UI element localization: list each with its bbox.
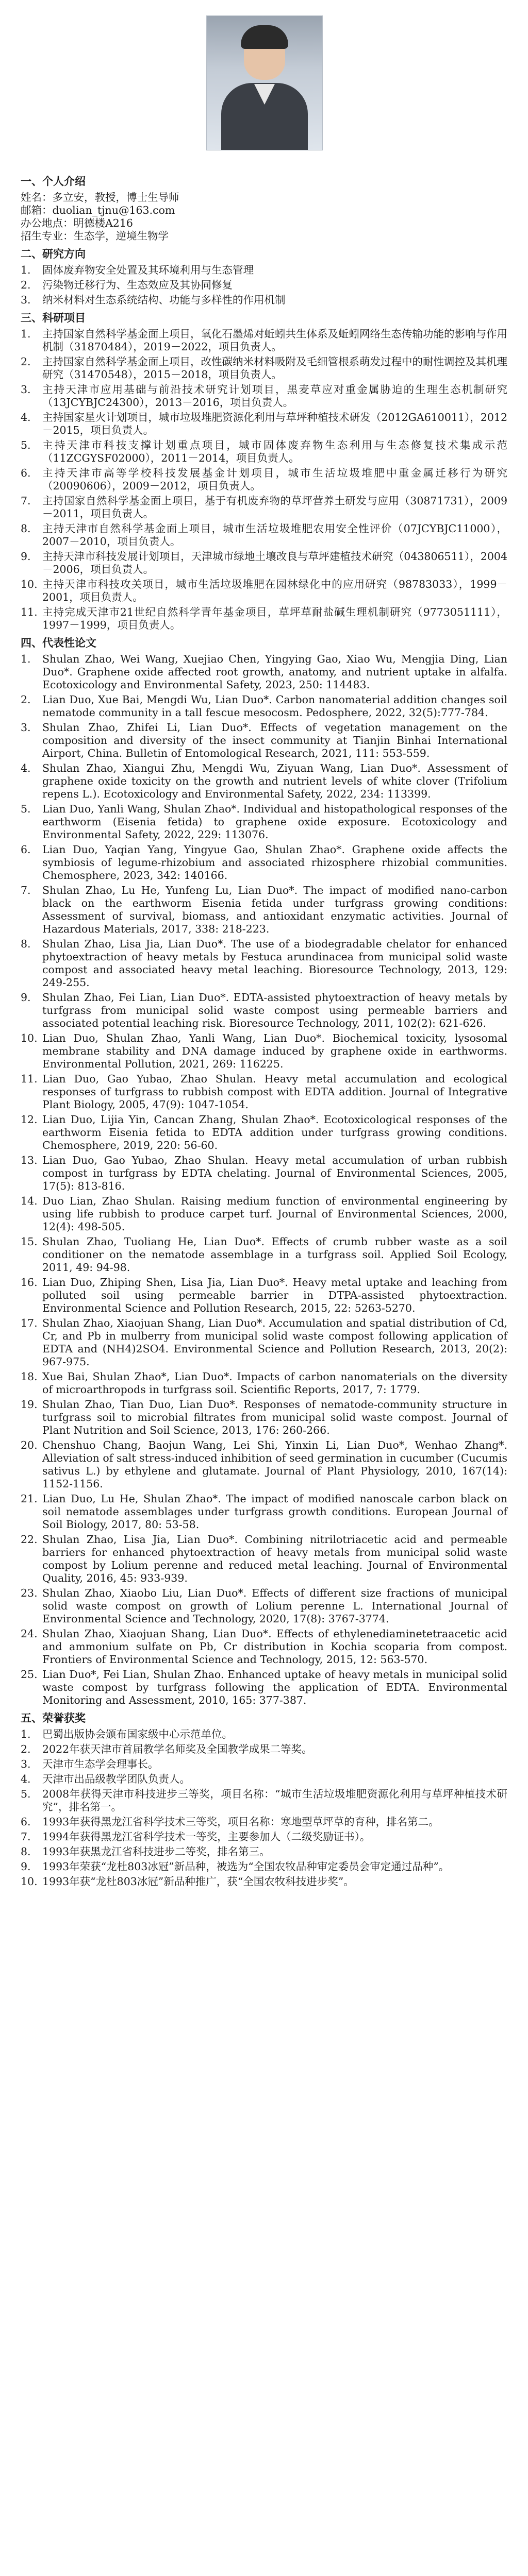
- paper-item-number: 4.: [21, 762, 31, 774]
- paper-item: [21, 1276, 507, 1315]
- award-item-number: 7.: [21, 1831, 31, 1843]
- award-item-number: 10.: [21, 1875, 38, 1888]
- paper-item: [21, 1493, 507, 1531]
- paper-item-number: 7.: [21, 884, 31, 896]
- projects-heading: 三、科研项目: [21, 312, 86, 324]
- paper-item-number: 8.: [21, 938, 31, 950]
- paper-item-text: Chenshuo Chang, Baojun Wang, Lei Shi, Yinxin Li, Lian Duo*, Wenhao Zhang*. Alleviation of salt stress-induced inhibition of seed germination in cucumber (Cucumis sativus L.) by ethylene and glutamate. Journal of Plant Physiology, 2010, 167(14): 1152-1156.: [42, 1439, 507, 1490]
- research-item: [21, 264, 507, 277]
- award-item-number: 6.: [21, 1816, 31, 1828]
- paper-item: [21, 1533, 507, 1585]
- project-item-number: 2.: [21, 355, 31, 368]
- project-item-number: 4.: [21, 411, 31, 423]
- paper-item-text: Lian Duo*, Fei Lian, Shulan Zhao. Enhanced uptake of heavy metals in municipal solid waste compost by turfgrass following the application of EDTA. Environmental Monitoring and Assessment, 2010, 165: 377-387.: [42, 1668, 507, 1706]
- project-item: [21, 355, 507, 381]
- award-item-text: 1994年获得黑龙江省科学技术一等奖，主要参加人（二级奖励证书）。: [42, 1831, 371, 1843]
- paper-item-number: 15.: [21, 1235, 38, 1248]
- paper-item-text: Duo Lian, Zhao Shulan. Raising medium function of environmental engineering by using life rubbish to produce carpet turf. Journal of Environmental Sciences, 2000, 12(4): 498-505.: [42, 1195, 507, 1233]
- paper-item: [21, 721, 507, 760]
- project-item-number: 8.: [21, 522, 31, 535]
- paper-item-text: Shulan Zhao, Lisa Jia, Lian Duo*. Combining nitrilotriacetic acid and permeable barriers for enhanced phytoextraction of heavy metals from municipal solid waste compost by Lolium perenne and reduced metal leaching. Journal of Environmental Quality, 2016, 45: 933-939.: [42, 1533, 507, 1584]
- award-item: [21, 1816, 507, 1828]
- profile-photo: [206, 15, 323, 150]
- project-item-text: 主持国家自然科学基金面上项目，基于有机废弃物的草坪营养土研发与应用（30871731），2009－2011，项目负责人。: [42, 495, 507, 520]
- award-item-text: 2008年获得天津市科技进步三等奖，项目名称：“城市生活垃圾堆肥资源化利用与草坪种植技术研究”，排名第一。: [42, 1788, 507, 1813]
- project-item-text: 主持天津市应用基础与前沿技术研究计划项目，黑麦草应对重金属胁迫的生理生态机制研究（13JCYBJC24300），2013－2016，项目负责人。: [42, 383, 507, 409]
- award-item-text: 天津市出品级教学团队负责人。: [42, 1773, 190, 1785]
- paper-item: [21, 1073, 507, 1111]
- paper-item-text: Shulan Zhao, Xiaojuan Shang, Lian Duo*. Accumulation and spatial distribution of Cd, Cr, and Pb in mulberry from municipal solid waste compost following application of EDTA and (NH4)2SO4. Environmental Science and Pollution Research, 2013, 20(2): 967-975.: [42, 1317, 507, 1368]
- award-item: [21, 1788, 507, 1814]
- paper-item-number: 3.: [21, 721, 31, 734]
- paper-item-text: Lian Duo, Xue Bai, Mengdi Wu, Lian Duo*. Carbon nanomaterial addition changes soil nematode community in a tall fescue mesocosm. Pedosphere, 2022, 32(5):777-784.: [42, 693, 507, 719]
- award-item-text: 2022年获天津市首届教学名师奖及全国教学成果二等奖。: [42, 1743, 312, 1755]
- paper-item-text: Shulan Zhao, Tuoliang He, Lian Duo*. Effects of crumb rubber waste as a soil conditioner on the nematode assemblage in a turfgrass soil. Applied Soil Ecology, 2011, 49: 94-98.: [42, 1235, 507, 1274]
- project-item: [21, 383, 507, 409]
- award-item: [21, 1860, 507, 1873]
- paper-item-text: Shulan Zhao, Xiaobo Liu, Lian Duo*. Effects of different size fractions of municipal solid waste compost on growth of Lolium perenne L. International Journal of Environmental Science and Technology, 2020, 17(8): 3767-3774.: [42, 1587, 507, 1625]
- project-item: [21, 606, 507, 632]
- paper-item-text: Shulan Zhao, Zhifei Li, Lian Duo*. Effects of vegetation management on the composition and diversity of the insect community at Tianjin Binhai International Airport, China. Bulletin of Entomological Research, 2021, 111: 553-559.: [42, 721, 507, 759]
- research-item-text: 固体废弃物安全处置及其环境利用与生态管理: [42, 264, 254, 276]
- paper-item-number: 12.: [21, 1113, 38, 1126]
- award-item-text: 1993年荣获“龙杜803冰冠”新品种，被选为“全国农牧品种审定委员会审定通过品种”。: [42, 1860, 450, 1873]
- personal-info-line: 邮箱：duolian_tjnu@163.com: [21, 204, 175, 216]
- project-item-text: 主持国家自然科学基金面上项目，改性碳纳米材料吸附及毛细管根系萌发过程中的耐性调控及其机理研究（31470548），2015－2018，项目负责人。: [42, 355, 507, 381]
- award-item: [21, 1743, 507, 1756]
- paper-item: [21, 1032, 507, 1071]
- paper-item: [21, 991, 507, 1030]
- awards-heading: 五、荣誉获奖: [21, 1712, 86, 1724]
- award-item-text: 1993年获得黑龙江省科学技术三等奖，项目名称：寒地型草坪草的育种，排名第二。: [42, 1816, 439, 1828]
- paper-item-number: 13.: [21, 1154, 38, 1166]
- project-item-text: 主持天津市高等学校科技发展基金计划项目，城市生活垃圾堆肥中重金属迁移行为研究（20090606），2009－2012，项目负责人。: [42, 467, 507, 492]
- paper-item-number: 5.: [21, 803, 31, 815]
- research-item: [21, 294, 507, 307]
- paper-item-text: Shulan Zhao, Tian Duo, Lian Duo*. Responses of nematode-community structure in turfgrass soil to microbial filtrates from municipal solid waste compost. Journal of Plant Nutrition and Soil Science, 2013, 176: 260-266.: [42, 1398, 507, 1436]
- award-item: [21, 1845, 507, 1858]
- paper-item: [21, 884, 507, 936]
- award-item-number: 5.: [21, 1788, 31, 1800]
- paper-item: [21, 938, 507, 989]
- paper-item: [21, 1154, 507, 1193]
- paper-item: [21, 1439, 507, 1490]
- project-item-number: 5.: [21, 439, 31, 451]
- paper-item-text: Shulan Zhao, Lisa Jia, Lian Duo*. The use of a biodegradable chelator for enhanced phytoextraction of heavy metals by Festuca arundinacea from municipal solid waste compost and associated heavy metal leaching. Bioresource Technology, 2013, 129: 249-255.: [42, 938, 507, 989]
- project-item-text: 主持国家自然科学基金面上项目，氧化石墨烯对蚯蚓共生体系及蚯蚓网络生态传输功能的影响与作用机制（31870484），2019－2022，项目负责人。: [42, 328, 507, 353]
- project-item-number: 6.: [21, 467, 31, 479]
- paper-item: [21, 1370, 507, 1396]
- personal-heading: 一、个人介绍: [21, 175, 86, 188]
- projects-list: [21, 328, 507, 632]
- paper-item: [21, 1235, 507, 1274]
- paper-item-number: 19.: [21, 1398, 38, 1411]
- research-item-number: 2.: [21, 279, 31, 291]
- project-item: [21, 439, 507, 465]
- award-item-number: 9.: [21, 1860, 31, 1873]
- paper-item: [21, 1628, 507, 1666]
- paper-item: [21, 1587, 507, 1625]
- paper-item: [21, 843, 507, 882]
- project-item: [21, 522, 507, 548]
- paper-item: [21, 803, 507, 841]
- project-item: [21, 495, 507, 520]
- project-item-number: 7.: [21, 495, 31, 507]
- project-item-text: 主持天津市自然科学基金面上项目，城市生活垃圾堆肥农用安全性评价（07JCYBJC11000），2007－2010，项目负责人。: [42, 522, 507, 548]
- project-item-number: 9.: [21, 550, 31, 563]
- paper-item-text: Xue Bai, Shulan Zhao*, Lian Duo*. Impacts of carbon nanomaterials on the diversity of microarthropods in turfgrass soil. Scientific Reports, 2017, 7: 1779.: [42, 1370, 507, 1396]
- project-item: [21, 328, 507, 353]
- paper-item-number: 11.: [21, 1073, 38, 1085]
- project-item: [21, 411, 507, 437]
- award-item-number: 2.: [21, 1743, 31, 1755]
- personal-info: [21, 191, 507, 243]
- award-item: [21, 1875, 507, 1888]
- project-item-text: 主持完成天津市21世纪自然科学青年基金项目，草坪草耐盐碱生理机制研究（9773051111），1997－1999，项目负责人。: [42, 606, 507, 631]
- project-item-text: 主持国家星火计划项目，城市垃圾堆肥资源化利用与草坪种植技术研发（2012GA610011），2012－2015，项目负责人。: [42, 411, 507, 436]
- award-item-number: 1.: [21, 1728, 31, 1740]
- paper-item: [21, 653, 507, 691]
- personal-info-line: 招生专业：生态学，逆境生物学: [21, 230, 169, 242]
- paper-item-text: Lian Duo, Gao Yubao, Zhao Shulan. Heavy metal accumulation and ecological responses of turfgrass to rubbish compost with EDTA addition. Journal of Integrative Plant Biology, 2005, 47(9): 1047-1054.: [42, 1073, 507, 1111]
- paper-item-number: 18.: [21, 1370, 38, 1383]
- research-item-number: 1.: [21, 264, 31, 276]
- paper-item-text: Lian Duo, Gao Yubao, Zhao Shulan. Heavy metal accumulation of urban rubbish compost in turfgrass by EDTA chelating. Journal of Environmental Sciences, 2005, 17(5): 813-816.: [42, 1154, 507, 1192]
- paper-item-number: 17.: [21, 1317, 38, 1329]
- personal-info-line: 办公地点：明德楼A216: [21, 217, 133, 229]
- research-item-text: 污染物迁移行为、生态效应及其协同修复: [42, 279, 233, 291]
- paper-item-number: 2.: [21, 693, 31, 706]
- award-item-number: 8.: [21, 1845, 31, 1858]
- paper-item: [21, 1398, 507, 1437]
- project-item-number: 1.: [21, 328, 31, 340]
- paper-item-text: Lian Duo, Yanli Wang, Shulan Zhao*. Individual and histopathological responses of the earthworm (Eisenia fetida) to graphene oxide exposure. Ecotoxicology and Environmental Safety, 2022, 229: 113076.: [42, 803, 507, 841]
- award-item-text: 巴蜀出版协会颁布国家级中心示范单位。: [42, 1728, 233, 1740]
- paper-item-number: 20.: [21, 1439, 38, 1451]
- paper-item-number: 16.: [21, 1276, 38, 1289]
- research-list: [21, 264, 507, 307]
- project-item-text: 主持天津市科技支撑计划重点项目，城市固体废弃物生态利用与生态修复技术集成示范（11ZCGYSF02000），2011－2014，项目负责人。: [42, 439, 507, 464]
- paper-item-number: 9.: [21, 991, 31, 1004]
- paper-item-text: Lian Duo, Yaqian Yang, Yingyue Gao, Shulan Zhao*. Graphene oxide affects the symbiosis of legume-rhizobium and associated rhizosphere rhizobial communities. Chemosphere, 2023, 342: 140166.: [42, 843, 507, 882]
- paper-item: [21, 693, 507, 719]
- paper-item: [21, 1195, 507, 1233]
- paper-item: [21, 1113, 507, 1152]
- personal-info-line: 姓名：多立安，教授，博士生导师: [21, 191, 179, 204]
- paper-item-text: Lian Duo, Lu He, Shulan Zhao*. The impact of modified nanoscale carbon black on soil nematode assemblages under turfgrass growth conditions. European Journal of Soil Biology, 2017, 80: 53-58.: [42, 1493, 507, 1531]
- paper-item-number: 22.: [21, 1533, 38, 1546]
- paper-item-number: 25.: [21, 1668, 38, 1681]
- award-item-text: 1993年获黑龙江省科技进步二等奖，排名第三。: [42, 1845, 270, 1858]
- paper-item-text: Shulan Zhao, Lu He, Yunfeng Lu, Lian Duo*. The impact of modified nano-carbon black on the earthworm Eisenia fetida under turfgrass growing conditions: Assessment of survival, biomass, and antioxidant enzymatic activities. Journal of Hazardous Materials, 2017, 338: 218-223.: [42, 884, 507, 935]
- project-item-text: 主持天津市科技发展计划项目，天津城市绿地土壤改良与草坪建植技术研究（043806511），2004－2006，项目负责人。: [42, 550, 507, 575]
- award-item-number: 3.: [21, 1758, 31, 1770]
- paper-item: [21, 762, 507, 801]
- paper-item-text: Shulan Zhao, Fei Lian, Lian Duo*. EDTA-assisted phytoextraction of heavy metals by turfgrass from municipal solid waste compost using permeable barriers and associated potential leaching risk. Bioresource Technology, 2011, 102(2): 621-626.: [42, 991, 507, 1029]
- research-heading: 二、研究方向: [21, 248, 86, 260]
- award-item: [21, 1773, 507, 1786]
- paper-item-number: 23.: [21, 1587, 38, 1599]
- paper-item-text: Shulan Zhao, Xiaojuan Shang, Lian Duo*. Effects of ethylenediaminetetraacetic acid and ammonium sulfate on Pb, Cr distribution in Kochia scoparia from compost. Frontiers of Environmental Science and Technology, 2015, 12: 563-570.: [42, 1628, 507, 1666]
- project-item-number: 3.: [21, 383, 31, 396]
- paper-item-number: 6.: [21, 843, 31, 856]
- project-item: [21, 467, 507, 493]
- paper-item-text: Lian Duo, Lijia Yin, Cancan Zhang, Shulan Zhao*. Ecotoxicological responses of the earthworm Eisenia fetida to EDTA addition under turfgrass growing conditions. Chemosphere, 2019, 220: 56-60.: [42, 1113, 507, 1151]
- paper-item: [21, 1668, 507, 1707]
- paper-item-number: 14.: [21, 1195, 38, 1207]
- profile-content: [21, 170, 507, 1890]
- paper-item-text: Shulan Zhao, Xiangui Zhu, Mengdi Wu, Ziyuan Wang, Lian Duo*. Assessment of graphene oxide toxicity on the growth and nutrient levels of white clover (Trifolium repens L.). Ecotoxicology and Environmental Safety, 2022, 234: 113399.: [42, 762, 507, 800]
- award-item: [21, 1758, 507, 1771]
- award-item: [21, 1831, 507, 1843]
- project-item-number: 10.: [21, 578, 38, 590]
- paper-item-number: 24.: [21, 1628, 38, 1640]
- paper-item-number: 1.: [21, 653, 31, 665]
- research-item-number: 3.: [21, 294, 31, 306]
- research-item-text: 纳米材料对生态系统结构、功能与多样性的作用机制: [42, 294, 286, 306]
- project-item-number: 11.: [21, 606, 38, 618]
- research-item: [21, 279, 507, 292]
- paper-item-number: 21.: [21, 1493, 38, 1505]
- papers-list: [21, 653, 507, 1707]
- award-item-text: 天津市生态学会理事长。: [42, 1758, 159, 1770]
- project-item-text: 主持天津市科技攻关项目，城市生活垃圾堆肥在园林绿化中的应用研究（98783033），1999－2001，项目负责人。: [42, 578, 507, 603]
- paper-item-text: Shulan Zhao, Wei Wang, Xuejiao Chen, Yingying Gao, Xiao Wu, Mengjia Ding, Lian Duo*. Graphene oxide affected root growth, anatomy, and nutrient uptake in alfalfa. Ecotoxicology and Environmental Safety, 2023, 250: 114483.: [42, 653, 507, 691]
- paper-item: [21, 1317, 507, 1368]
- papers-heading: 四、代表性论文: [21, 637, 96, 649]
- project-item: [21, 578, 507, 604]
- awards-list: [21, 1728, 507, 1888]
- project-item: [21, 550, 507, 576]
- award-item-number: 4.: [21, 1773, 31, 1785]
- paper-item-text: Lian Duo, Zhiping Shen, Lisa Jia, Lian Duo*. Heavy metal uptake and leaching from polluted soil using permeable barrier in DTPA-assisted phytoextraction. Environmental Science and Pollution Research, 2015, 22: 5263-5270.: [42, 1276, 507, 1314]
- paper-item-number: 10.: [21, 1032, 38, 1044]
- paper-item-text: Lian Duo, Shulan Zhao, Yanli Wang, Lian Duo*. Biochemical toxicity, lysosomal membrane stability and DNA damage induced by graphene oxide in earthworms. Environmental Pollution, 2021, 269: 116225.: [42, 1032, 507, 1070]
- award-item: [21, 1728, 507, 1741]
- award-item-text: 1993年获“龙杜803冰冠”新品种推广，获“全国农牧科技进步奖”。: [42, 1875, 354, 1888]
